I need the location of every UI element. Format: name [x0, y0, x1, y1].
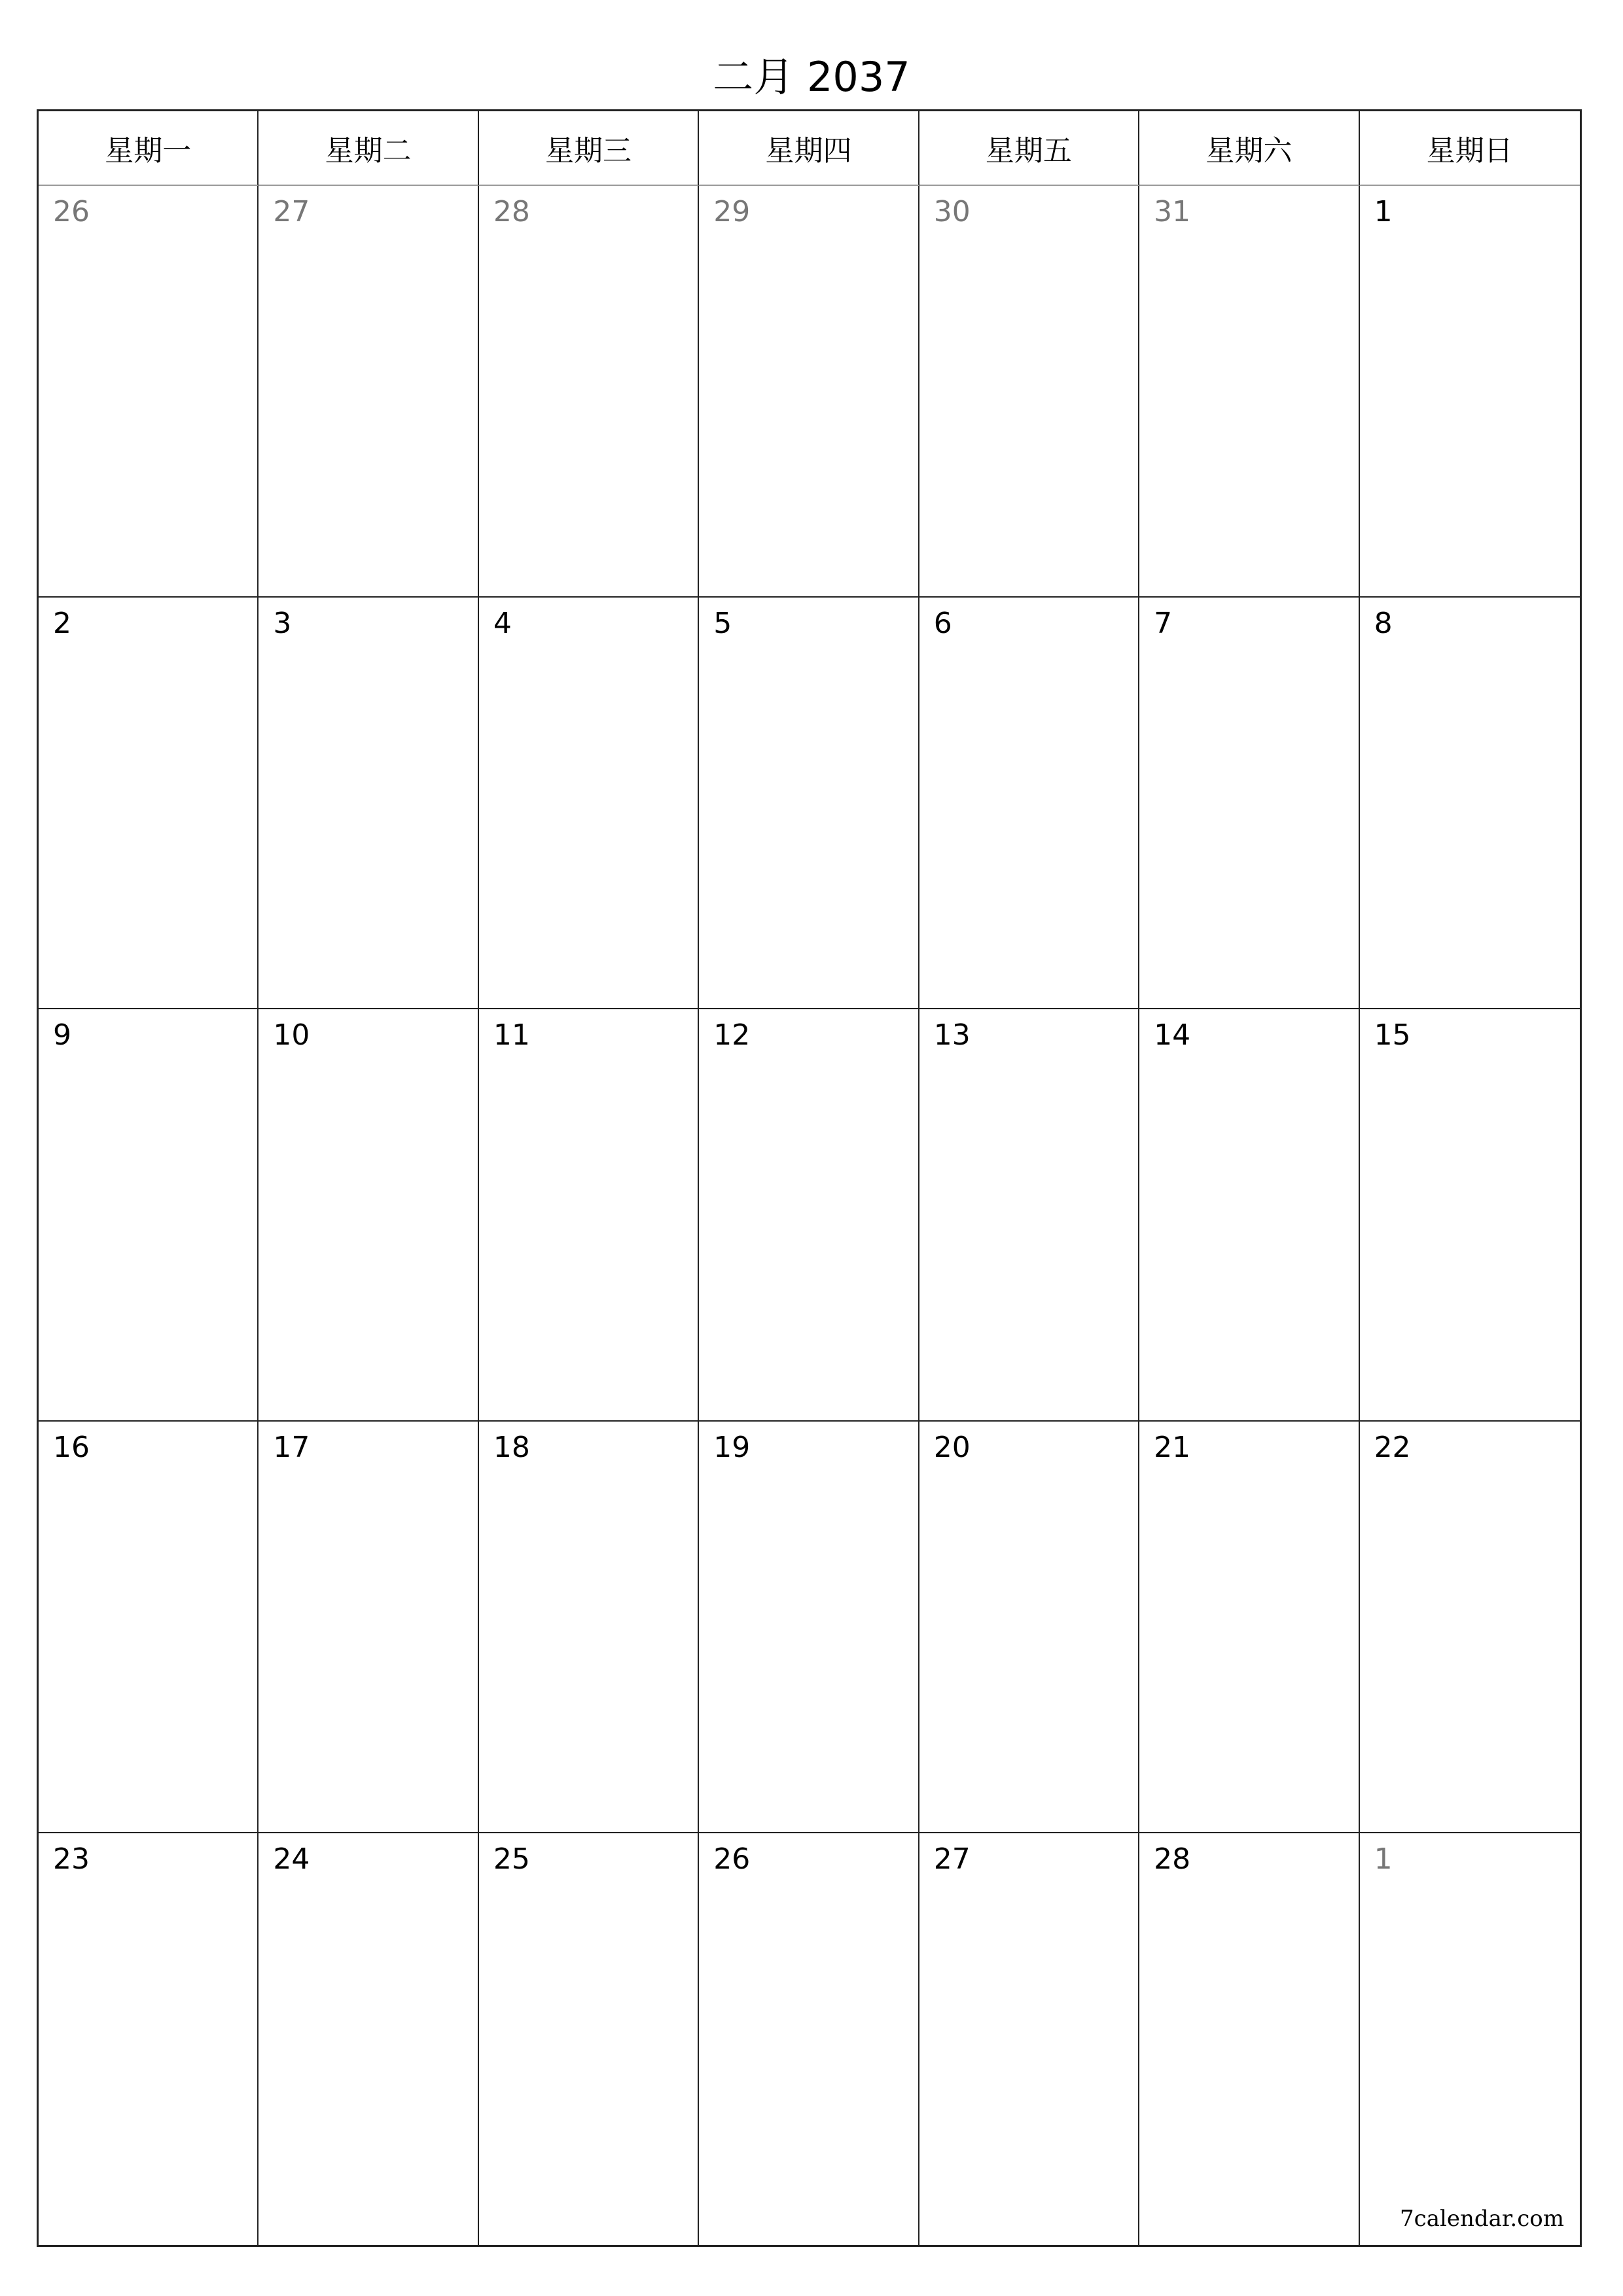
day-cell — [39, 1833, 259, 2245]
day-number: 20 — [933, 1430, 971, 1464]
day-cell — [1360, 1009, 1580, 1421]
day-cell — [1139, 1422, 1359, 1833]
day-number: 25 — [493, 1842, 530, 1876]
day-cell — [259, 598, 478, 1009]
day-cell — [919, 1833, 1139, 2245]
day-number: 23 — [53, 1842, 90, 1876]
day-cell — [39, 186, 259, 598]
day-cell — [919, 1422, 1139, 1833]
day-number: 19 — [713, 1430, 751, 1464]
weekday-header-wed: 星期三 — [479, 111, 699, 186]
calendar-grid — [37, 109, 1582, 2247]
day-cell — [919, 598, 1139, 1009]
day-number: 21 — [1154, 1430, 1191, 1464]
day-cell — [699, 186, 919, 598]
weekday-header-sun: 星期日 — [1360, 111, 1580, 186]
day-cell — [479, 1009, 699, 1421]
day-number: 4 — [493, 607, 512, 641]
day-number: 11 — [493, 1018, 530, 1052]
day-cell — [1139, 186, 1359, 598]
day-cell — [1360, 598, 1580, 1009]
site-watermark: 7calendar.com — [1400, 2206, 1564, 2232]
day-number: 17 — [273, 1430, 310, 1464]
weekday-header-fri: 星期五 — [919, 111, 1139, 186]
weekday-header-mon: 星期一 — [39, 111, 259, 186]
day-number-other-month: 28 — [493, 195, 530, 228]
day-number: 6 — [933, 607, 952, 641]
day-number: 18 — [493, 1430, 530, 1464]
day-number: 26 — [713, 1842, 751, 1876]
day-cell — [479, 1833, 699, 2245]
day-number-other-month: 27 — [273, 195, 310, 228]
day-cell — [259, 1009, 478, 1421]
day-number: 8 — [1374, 607, 1393, 641]
day-cell — [39, 1009, 259, 1421]
day-cell — [1360, 186, 1580, 598]
day-cell — [259, 1422, 478, 1833]
day-cell — [699, 1009, 919, 1421]
day-cell — [1139, 598, 1359, 1009]
day-number-other-month: 31 — [1154, 195, 1191, 228]
day-cell — [919, 186, 1139, 598]
day-number: 12 — [713, 1018, 751, 1052]
day-number: 15 — [1374, 1018, 1411, 1052]
day-number: 2 — [53, 607, 71, 641]
day-cell — [39, 1422, 259, 1833]
day-number: 28 — [1154, 1842, 1191, 1876]
day-number: 13 — [933, 1018, 971, 1052]
day-cell — [699, 598, 919, 1009]
day-cell — [259, 186, 478, 598]
day-number-other-month: 29 — [713, 195, 751, 228]
day-cell — [699, 1833, 919, 2245]
weekday-header-tue: 星期二 — [259, 111, 478, 186]
day-number: 3 — [273, 607, 292, 641]
page-title: 二月 2037 — [713, 53, 910, 101]
day-number: 5 — [713, 607, 732, 641]
day-number-other-month: 26 — [53, 195, 90, 228]
day-number: 7 — [1154, 607, 1173, 641]
day-number: 14 — [1154, 1018, 1191, 1052]
day-cell — [479, 598, 699, 1009]
weekday-header-sat: 星期六 — [1139, 111, 1359, 186]
day-number: 24 — [273, 1842, 310, 1876]
day-cell — [1139, 1833, 1359, 2245]
day-number: 9 — [53, 1018, 71, 1052]
day-cell — [699, 1422, 919, 1833]
day-cell — [1360, 1422, 1580, 1833]
day-number: 10 — [273, 1018, 310, 1052]
day-cell — [479, 186, 699, 598]
day-cell — [479, 1422, 699, 1833]
day-cell — [1139, 1009, 1359, 1421]
day-number-other-month: 1 — [1374, 1842, 1393, 1876]
day-number: 1 — [1374, 195, 1393, 228]
weekday-header-thu: 星期四 — [699, 111, 919, 186]
day-number: 22 — [1374, 1430, 1411, 1464]
day-number: 27 — [933, 1842, 971, 1876]
day-cell — [259, 1833, 478, 2245]
day-cell — [919, 1009, 1139, 1421]
day-cell — [39, 598, 259, 1009]
day-number: 16 — [53, 1430, 90, 1464]
day-cell — [1360, 1833, 1580, 2245]
day-number-other-month: 30 — [933, 195, 971, 228]
